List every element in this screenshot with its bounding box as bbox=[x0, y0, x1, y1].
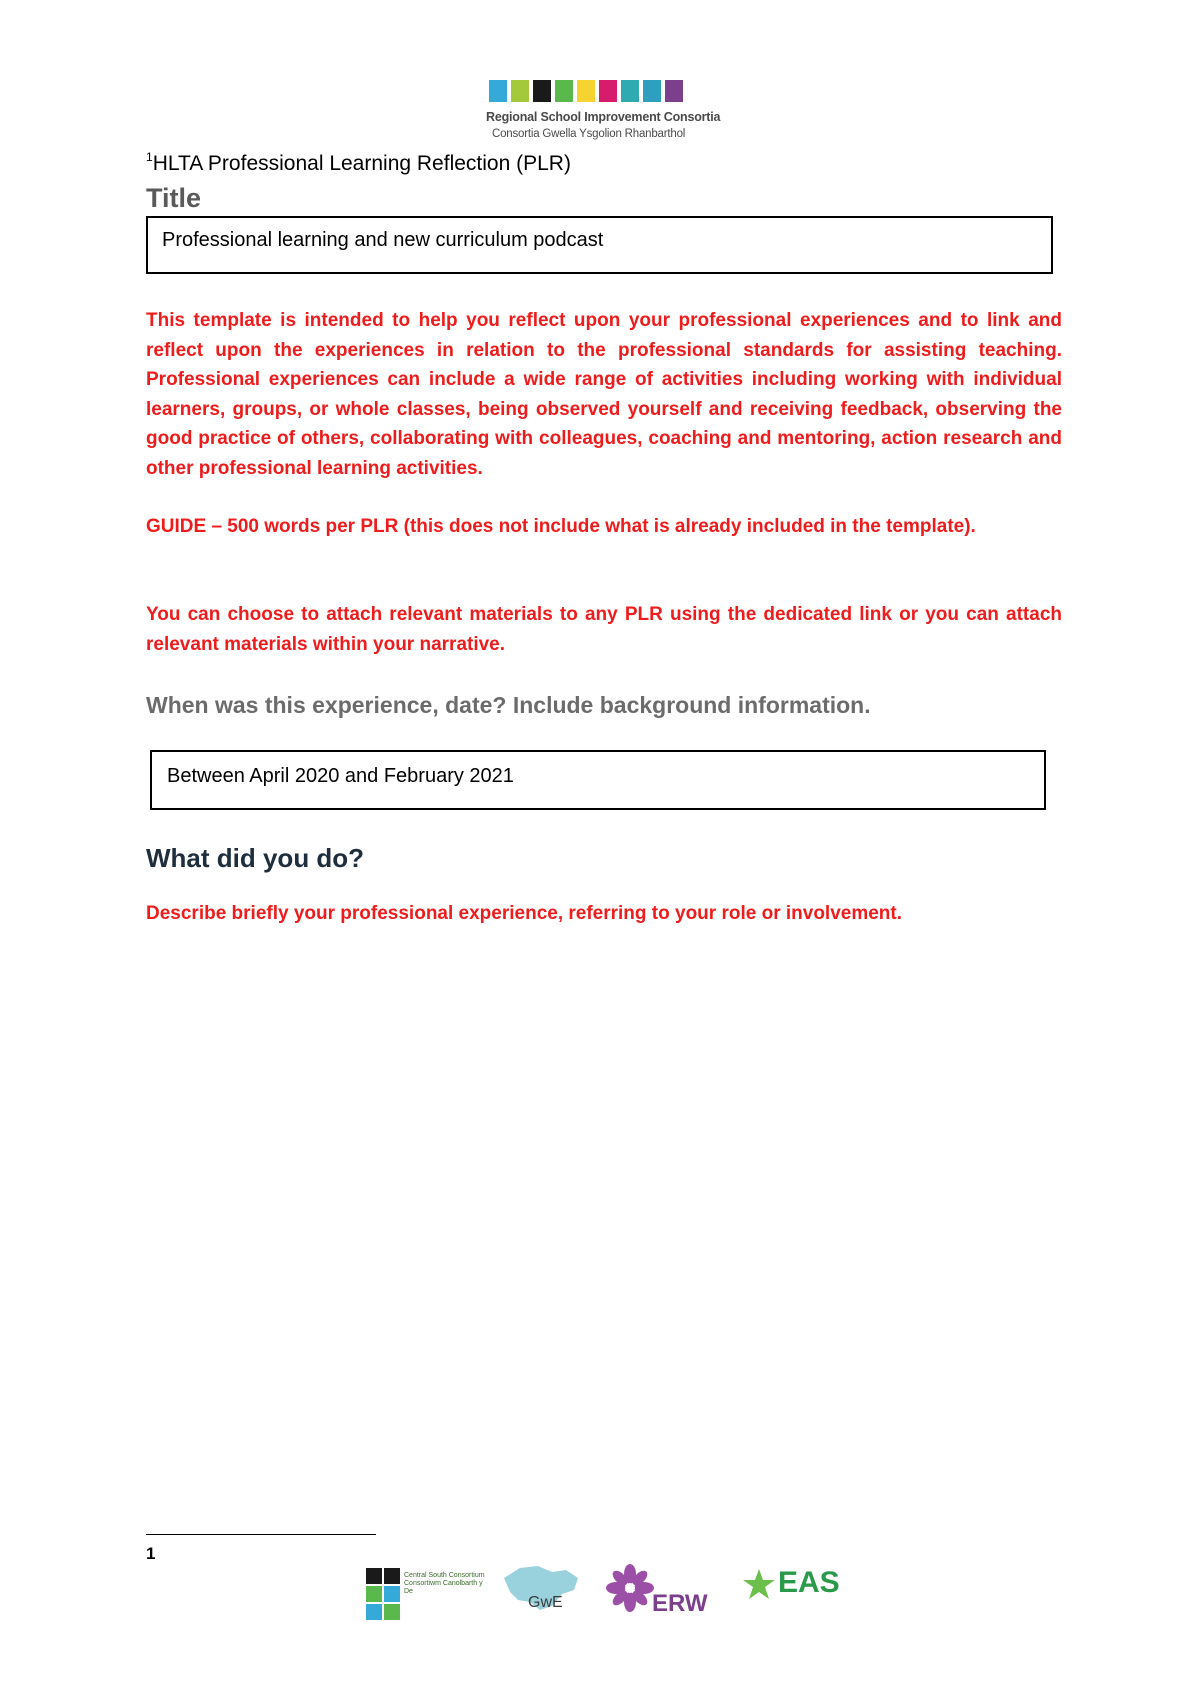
guide-paragraph: GUIDE – 500 words per PLR (this does not include what is already included in the template). bbox=[146, 516, 976, 537]
date-field-value: Between April 2020 and February 2021 bbox=[167, 765, 514, 787]
logo-swatch bbox=[489, 80, 507, 102]
describe-instruction: Describe briefly your professional experience, referring to your role or involvement. bbox=[146, 903, 903, 924]
gwe-logo bbox=[500, 1560, 612, 1630]
logo-swatch bbox=[665, 80, 683, 102]
what-heading: What did you do? bbox=[146, 843, 365, 873]
date-field[interactable] bbox=[150, 750, 1046, 810]
eas-logo-text: EAS bbox=[778, 1566, 840, 1599]
erw-logo bbox=[606, 1560, 736, 1630]
logo-line-welsh: Consortia Gwella Ysgolion Rhanbarthol bbox=[492, 128, 686, 140]
consortia-logo bbox=[486, 80, 726, 146]
csc-square bbox=[366, 1586, 382, 1602]
title-field[interactable] bbox=[146, 216, 1053, 274]
csc-square bbox=[384, 1568, 400, 1584]
csc-square bbox=[384, 1604, 400, 1620]
document-heading-text: HLTA Professional Learning Reflection (PLR) bbox=[152, 152, 571, 175]
logo-swatch bbox=[643, 80, 661, 102]
instruction-paragraph: This template is intended to help you reflect upon your professional experiences and to link and reflect upon the experiences in relation to the professional standards for assisting teaching. Professional experiences can include a wide range of activities including working with individual learners, groups, or whole classes, being observed yourself and receiving feedback, observing the good practice of others, collaborating with colleagues, coaching and mentoring, action research and other professional learning activities. bbox=[146, 310, 1062, 479]
gwe-logo-text: GwE bbox=[528, 1594, 563, 1611]
footnote-divider bbox=[146, 1534, 376, 1535]
csc-square bbox=[384, 1586, 400, 1602]
csc-logo-grid bbox=[366, 1568, 400, 1622]
attachment-paragraph: You can choose to attach relevant materials to any PLR using the dedicated link or you can attach relevant materials within your narrative. bbox=[146, 604, 1062, 655]
erw-flower-icon bbox=[606, 1564, 654, 1614]
logo-swatch bbox=[533, 80, 551, 102]
logo-swatch bbox=[555, 80, 573, 102]
logo-line-english: Regional School Improvement Consortia bbox=[486, 110, 721, 124]
logo-swatch bbox=[599, 80, 617, 102]
footnote-marker[interactable]: 1 bbox=[146, 150, 153, 164]
title-field-value: Professional learning and new curriculum podcast bbox=[162, 229, 604, 251]
footnote-number: 1 bbox=[146, 1544, 156, 1563]
logo-swatch bbox=[577, 80, 595, 102]
erw-logo-text: ERW bbox=[652, 1590, 708, 1617]
logo-color-swatches bbox=[489, 80, 683, 102]
eas-star-icon bbox=[742, 1568, 776, 1602]
csc-logo bbox=[366, 1560, 484, 1630]
eas-logo bbox=[742, 1560, 842, 1630]
csc-logo-text: Central South Consortium Consortiwm Canolbarth y De bbox=[404, 1572, 485, 1595]
logo-swatch bbox=[511, 80, 529, 102]
csc-square bbox=[366, 1568, 382, 1584]
csc-square bbox=[366, 1604, 382, 1620]
logo-swatch bbox=[621, 80, 639, 102]
title-label: Title bbox=[146, 183, 202, 213]
document-heading bbox=[146, 150, 571, 176]
when-heading: When was this experience, date? Include background information. bbox=[146, 692, 871, 718]
